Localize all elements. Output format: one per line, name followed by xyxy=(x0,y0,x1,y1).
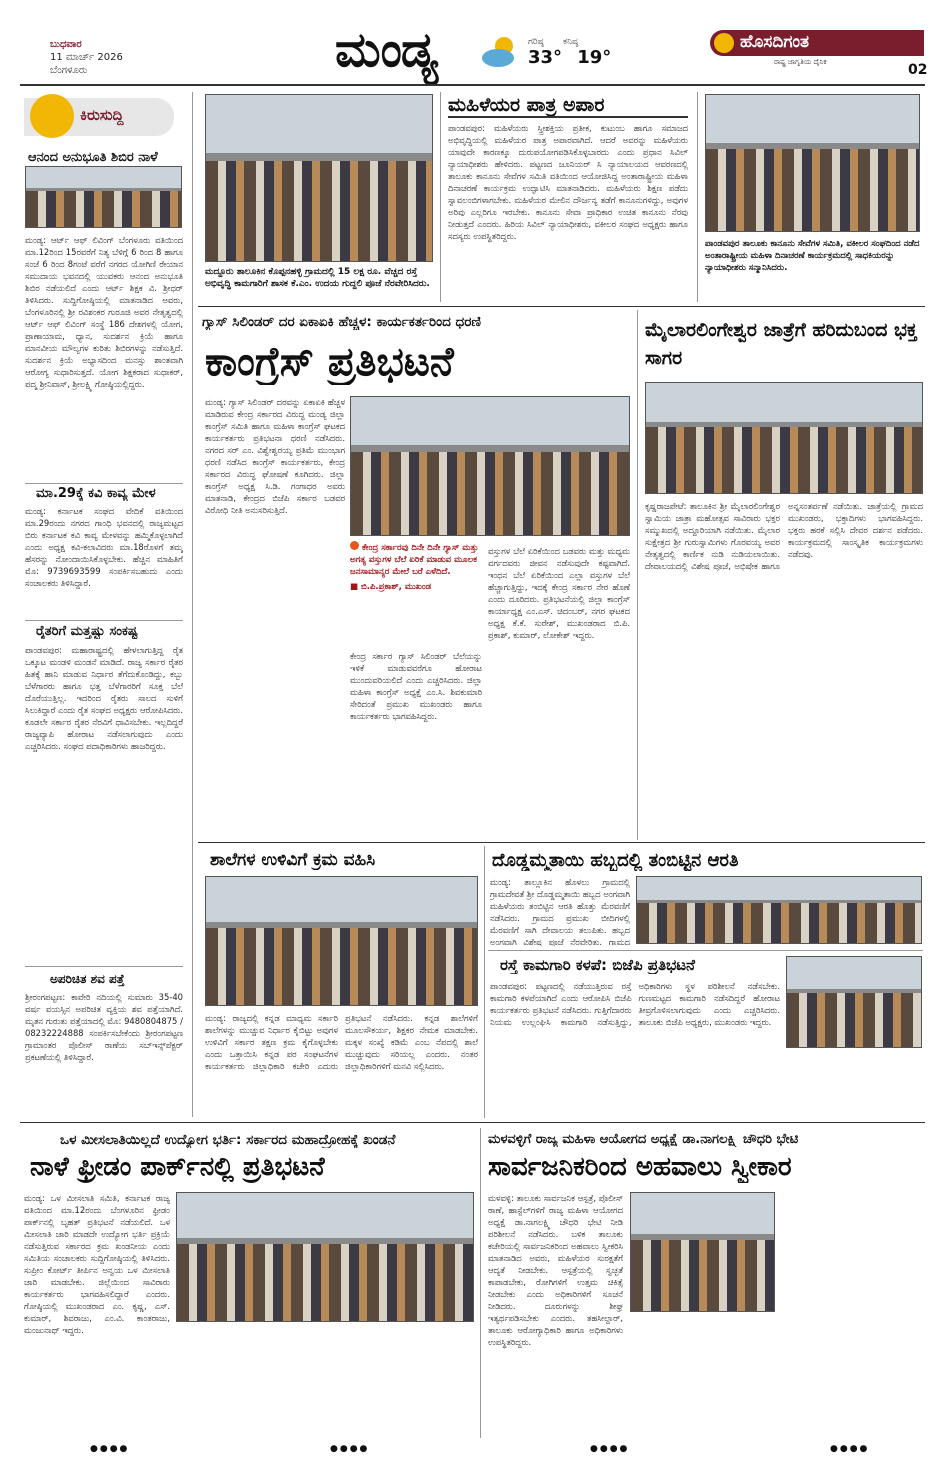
min-temp: 19° xyxy=(577,47,612,68)
newspaper-tagline: ರಾಷ್ಟ್ರ ಜಾಗೃತಿಯ ದೈನಿಕ xyxy=(774,58,827,66)
congress-kicker: ಗ್ಯಾಸ್ ಸಿಲಿಂಡರ್ ದರ ಏಕಾಏಕಿ ಹೆಚ್ಚಳ: ಕಾರ್ಯಕರ್ತರಿಂದ ಧರಣಿ xyxy=(202,314,481,330)
pull-quote: ಕೇಂದ್ರ ಸರ್ಕಾರವು ದಿನೇ ದಿನೇ ಗ್ಯಾಸ್ ಮತ್ತು ಅಗತ್ಯ ವಸ್ತುಗಳ ಬೆಲೆ ಏರಿಕೆ ಮಾಡುವ ಮೂಲಕ ಜನಸಾಮಾನ್ಯರ ಮೇಲೆ ಬರೆ ಎಳೆದಿದೆ. ■ ಬಿ.ಪಿ.ಪ್ರಕಾಶ್, ಮುಖಂಡ xyxy=(350,541,482,641)
max-temp-label: ಗರಿಷ್ಠ xyxy=(528,37,544,47)
road-photo xyxy=(786,956,922,1048)
freedom-photo xyxy=(176,1192,474,1322)
masthead xyxy=(0,0,945,86)
jatre-photo xyxy=(645,382,923,494)
brief-3-body: ಪಾಂಡವಪುರ: ಮಹಾರಾಷ್ಟ್ರದಲ್ಲಿ ಹೇಳಲಾಗುತ್ತಿದ್ದ ರೈತ ಒಕ್ಕೂಟ ಮಂಡಳಿ ಮಂಡನೆ ಮಾಡಿದೆ. ರಾಜ್ಯ ಸರ್ಕಾರ ರೈತರ ಹಿತಕ್ಕೆ ಹಾನಿ ಮಾಡುವ ನಿರ್ಧಾರ ತೆಗೆದುಕೊಂಡಿದ್ದು, ಕಬ್ಬು ಬೆಳೆಗಾರರು ಹಾಗೂ ಭತ್ತ ಬೆಳೆಗಾರರಿಗೆ ಸೂಕ್ತ ಬೆಲೆ ದೊರೆಯುತ್ತಿಲ್ಲ. ಇದರಿಂದ ರೈತರು ಸಾಲದ ಸುಳಿಗೆ ಸಿಲುಕಿದ್ದಾರೆ ಎಂದು ರೈತ ಸಂಘದ ಅಧ್ಯಕ್ಷರು ಆರೋಪಿಸಿದರು. ಕೂಡಲೇ ಸರ್ಕಾರ ರೈತರ ನೆರವಿಗೆ ಧಾವಿಸಬೇಕು. ಇಲ್ಲದಿದ್ದರೆ ರಾಜ್ಯವ್ಯಾಪಿ ಹೋರಾಟ ನಡೆಸಲಾಗುವುದು ಎಂದು ಎಚ್ಚರಿಸಿದರು. ಸಂಘದ ಪದಾಧಿಕಾರಿಗಳು ಹಾಜರಿದ್ದರು. xyxy=(25,645,183,751)
women-role-body: ಪಾಂಡವಪುರ: ಮಹಿಳೆಯರು ಸ್ತ್ರೀಶಕ್ತಿಯ ಪ್ರತೀಕ, ಕುಟುಂಬ ಹಾಗೂ ಸಮಾಜದ ಅಭಿವೃದ್ಧಿಯಲ್ಲಿ ಮಹಿಳೆಯರ ಪಾತ್ರ ಅಪಾರವಾಗಿದೆ. ಆದರೆ ಅವರನ್ನು ಮಹಿಳೆಯರು ಯಾವುದೇ ಕಾರಣಕ್ಕೂ ದುರುಪಯೋಗಪಡಿಸಿಕೊಳ್ಳಬಾರದು ಎಂದು ಪ್ರಧಾನ ಸಿವಿಲ್ ನ್ಯಾಯಾಧೀಶರು ಹೇಳಿದರು. ಪಟ್ಟಣದ ಜೂನಿಯರ್ ಸಿ ನ್ಯಾಯಾಲಯದ ಆವರಣದಲ್ಲಿ ತಾಲೂಕು ಕಾನೂನು ಸೇವೆಗಳ ಸಮಿತಿ ವತಿಯಿಂದ ಆಯೋಜಿಸಿದ್ದ ಅಂತಾರಾಷ್ಟ್ರೀಯ ಮಹಿಳಾ ದಿನಾಚರಣೆ ಕಾರ್ಯಕ್ರಮ ಉದ್ಘಾಟಿಸಿ ಮಾತನಾಡಿದರು. ಮಹಿಳೆಯರು ಶಿಕ್ಷಣ ಪಡೆದು ಸ್ವಾವಲಂಬಿಗಳಾಗಬೇಕು. ಮಹಿಳೆಯರ ಮೇಲಿನ ದೌರ್ಜನ್ಯ ತಡೆಗೆ ಕಾನೂನುಗಳಿದ್ದು, ಅವುಗಳ ಅರಿವು ಎಲ್ಲರಿಗೂ ಇರಬೇಕು. ಕಾನೂನು ಸೇವಾ ಪ್ರಾಧಿಕಾರ ಉಚಿತ ಕಾನೂನು ನೆರವು ನೀಡುತ್ತದೆ ಎಂದರು. ಹಿರಿಯ ಸಿವಿಲ್ ನ್ಯಾಯಾಧೀಶರು, ವಕೀಲರ ಸಂಘದ ಅಧ್ಯಕ್ಷರು ಹಾಗೂ ಸದಸ್ಯರು ಉಪಸ್ಥಿತರಿದ್ದರು. xyxy=(448,123,688,241)
women-commission-photo xyxy=(630,1192,775,1312)
women-commission-kicker: ಮಳವಳ್ಳಿಗೆ ರಾಜ್ಯ ಮಹಿಳಾ ಆಯೋಗದ ಅಧ್ಯಕ್ಷೆ ಡಾ.ನಾಗಲಕ್ಷ್ಮಿ ಚೌಧರಿ ಭೇಟಿ xyxy=(488,1132,799,1147)
road-headline: ರಸ್ತೆ ಕಾಮಗಾರಿ ಕಳಪೆ: ಬಿಜೆಪಿ ಪ್ರತಿಭಟನೆ xyxy=(500,956,695,974)
page-number: 02 xyxy=(908,62,928,78)
max-temp: 33° xyxy=(528,47,563,68)
jatre-headline: ಮೈಲಾರಲಿಂಗೇಶ್ವರ ಜಾತ್ರೆಗೆ ಹರಿದುಬಂದ ಭಕ್ತ ಸಾಗರ xyxy=(645,319,918,369)
brief-4-headline: ಅಪರಿಚಿತ ಶವ ಪತ್ತೆ xyxy=(50,972,125,986)
top-photo-left-caption: ಮದ್ದೂರು ತಾಲೂಕಿನ ಕೊಪ್ಪನಹಳ್ಳಿ ಗ್ರಾಮದಲ್ಲಿ 15 ಲಕ್ಷ ರೂ. ವೆಚ್ಚದ ರಸ್ತೆ ಅಭಿವೃದ್ಧಿ ಕಾಮಗಾರಿಗೆ ಶಾಸಕ ಕೆ.ಎಂ. ಉದಯ ಗುದ್ದಲಿ ಪೂಜೆ ನೆರವೇರಿಸಿದರು. xyxy=(205,267,430,289)
top-photo-right xyxy=(705,94,920,232)
schools-photo xyxy=(205,876,478,1006)
arathi-headline: ದೊಡ್ಡಮ್ಮತಾಯಿ ಹಬ್ಬದಲ್ಲಿ ತಂಬಿಟ್ಟಿನ ಆರತಿ xyxy=(492,850,739,871)
newspaper-name: ಹೊಸದಿಗಂತ xyxy=(740,32,810,52)
city-title: ಮಂಡ್ಯ xyxy=(335,22,438,78)
arathi-photo xyxy=(636,876,922,944)
masthead-rule xyxy=(20,84,925,86)
congress-body-col1: ಮಂಡ್ಯ: ಗ್ಯಾಸ್ ಸಿಲಿಂಡರ್ ದರವನ್ನು ಏಕಾಏಕಿ ಹೆಚ್ಚಳ ಮಾಡಿರುವ ಕೇಂದ್ರ ಸರ್ಕಾರದ ವಿರುದ್ಧ ಮಂಡ್ಯ ಜಿಲ್ಲಾ ಕಾಂಗ್ರೆಸ್ ಸಮಿತಿ ಹಾಗೂ ಮಹಿಳಾ ಕಾಂಗ್ರೆಸ್ ಘಟಕದ ಕಾರ್ಯಕರ್ತರು ಪ್ರತಿಭಟನಾ ಧರಣಿ ನಡೆಸಿದರು. ನಗರದ ಸರ್ ಎಂ. ವಿಶ್ವೇಶ್ವರಯ್ಯ ಪ್ರತಿಮೆ ಮುಂಭಾಗ ಧರಣಿ ನಡೆಸಿದ ಕಾಂಗ್ರೆಸ್ ಕಾರ್ಯಕರ್ತರು, ಕೇಂದ್ರ ಸರ್ಕಾರದ ವಿರುದ್ಧ ಘೋಷಣೆ ಕೂಗಿದರು. ಜಿಲ್ಲಾ ಕಾಂಗ್ರೆಸ್ ಅಧ್ಯಕ್ಷ ಸಿ.ಡಿ. ಗಂಗಾಧರ ಅವರು ಮಾತನಾಡಿ, ಕೇಂದ್ರದ ಬಿಜೆಪಿ ಸರ್ಕಾರ ಬಡವರ ವಿರೋಧಿ ನೀತಿ ಅನುಸರಿಸುತ್ತಿದೆ. xyxy=(205,397,345,515)
women-commission-headline: ಸಾರ್ವಜನಿಕರಿಂದ ಅಹವಾಲು ಸ್ವೀಕಾರ xyxy=(488,1152,792,1182)
registration-marks: ●●●● xyxy=(90,1444,130,1454)
brief-3-headline: ರೈತರಿಗೆ ಮತ್ತಷ್ಟು ಸಂಕಷ್ಟ xyxy=(36,624,138,639)
brief-1-headline: ಆನಂದ ಅನುಭೂತಿ ಶಿಬಿರ ನಾಳೆ xyxy=(28,150,158,165)
brief-4-body: ಶ್ರೀರಂಗಪಟ್ಟಣ: ಕಾವೇರಿ ನದಿಯಲ್ಲಿ ಸುಮಾರು 35-40 ವರ್ಷ ವಯಸ್ಸಿನ ಅಪರಿಚಿತ ವ್ಯಕ್ತಿಯ ಶವ ಪತ್ತೆಯಾಗಿದೆ. ಮೃತನ ಗುರುತು ಪತ್ತೆಯಾದಲ್ಲಿ ಮೊ: 9480804875 / 08232224888 ಸಂಪರ್ಕಿಸಬೇಕೆಂದು ಶ್ರೀರಂಗಪಟ್ಟಣ ಗ್ರಾಮಾಂತರ ಪೊಲೀಸ್ ಠಾಣೆಯ ಸಬ್‌ಇನ್ಸ್‌ಪೆಕ್ಟರ್ ಪ್ರಕಟಣೆಯಲ್ಲಿ ತಿಳಿಸಿದ್ದಾರೆ. xyxy=(25,992,183,1062)
quote-bullet-icon xyxy=(350,541,359,550)
temperature-box xyxy=(528,36,611,68)
brief-1-body: ಮಂಡ್ಯ: ಆರ್ಟ್ ಆಫ್ ಲಿವಿಂಗ್ ಬೆಂಗಳೂರು ವತಿಯಿಂದ ಮಾ.12ರಿಂದ 15ರವರೆಗೆ ನಿತ್ಯ ಬೆಳಿಗ್ಗೆ 6 ರಿಂದ 8 ಹಾಗೂ ಸಂಜೆ 6 ರಿಂದ 8ಗಂಟೆ ವರೆಗೆ ನಗರದ ಯೋಗಿಣಿ ರೇಯಾನ ಸಮುದಾಯ ಭವನದಲ್ಲಿ ಯುವಕರು ಆನಂದ ಅನುಭೂತಿ ಶಿಬಿರ ನಡೆಯಲಿದೆ ಎಂದು ಆರ್ಟ್ ಶಿಕ್ಷಕ ವಿ. ಶ್ರೀಧರ್ ತಿಳಿಸಿದರು. ಸುದ್ದಿಗೋಷ್ಠಿಯಲ್ಲಿ ಮಾತನಾಡಿದ ಅವರು, ಬೆಂಗಳೂರಿನಲ್ಲಿ ಶ್ರೀ ರವಿಶಂಕರ ಗುರೂಜಿ ಅವರ ನೇತೃತ್ವದಲ್ಲಿ ಆರ್ಟ್ ಆಫ್ ಲಿವಿಂಗ್ ಸಂಸ್ಥೆ 186 ದೇಶಗಳಲ್ಲಿ ಯೋಗ, ಪ್ರಾಣಾಯಾಮ, ಧ್ಯಾನ, ಸುದರ್ಶನ ಕ್ರಿಯೆ ಹಾಗೂ ಮಾನವೀಯ ಮೌಲ್ಯಗಳ ಕುರಿತು ಶಿಬಿರಗಳನ್ನು ನಡೆಸುತ್ತಿದೆ. ಸುದರ್ಶನ ಕ್ರಿಯೆ ಅಭ್ಯಾಸದಿಂದ ಮನಸ್ಸು ಶಾಂತವಾಗಿ ಆರೋಗ್ಯ ಸುಧಾರಿಸುತ್ತದೆ. ಯೋಗ ಶಿಕ್ಷಕರಾದ ಸುಧಾಕರ್, ಪದ್ಮ ಶ್ರೀನಿವಾಸ್, ಶ್ರೀಲಕ್ಷ್ಮಿ ಗೋಷ್ಠಿಯಲ್ಲಿದ್ದರು. xyxy=(25,235,183,389)
congress-headline: ಕಾಂಗ್ರೆಸ್ ಪ್ರತಿಭಟನೆ xyxy=(205,338,454,385)
hand-icon xyxy=(30,94,74,138)
jatre-body: ಕೃಷ್ಣರಾಜಪೇಟೆ: ತಾಲೂಕಿನ ಶ್ರೀ ಮೈಲಾರಲಿಂಗೇಶ್ವರ ಸ್ವಾಮಿಯ ಜಾತ್ರಾ ಮಹೋತ್ಸವ ಸಾವಿರಾರು ಭಕ್ತರ ಸಮ್ಮುಖದಲ್ಲಿ ಅದ್ದೂರಿಯಾಗಿ ನಡೆಯಿತು. ಮೈಲಾರ ಸುಕ್ಷೇತ್ರದ ಶ್ರೀ ಗುರುಸ್ವಾಮಿಗಳು ಗೊರವಯ್ಯ ಅವರ ನೇತೃತ್ವದಲ್ಲಿ ಕಾರ್ಣಿಕ ನುಡಿ ನುಡಿಯಲಾಯಿತು. ದೇವಾಲಯದಲ್ಲಿ ವಿಶೇಷ ಪೂಜೆ, ಅಭಿಷೇಕ ಹಾಗೂ ಅನ್ನಸಂತರ್ಪಣೆ ನಡೆಯಿತು. ಜಾತ್ರೆಯಲ್ಲಿ ಗ್ರಾಮದ ಮುಖಂಡರು, ಭಕ್ತಾದಿಗಳು ಭಾಗವಹಿಸಿದ್ದರು. ಭಕ್ತರು ಹರಕೆ ಸಲ್ಲಿಸಿ ದೇವರ ದರ್ಶನ ಪಡೆದರು. ಕಾರ್ಯಕ್ರಮದಲ್ಲಿ ಸಾಂಸ್ಕೃತಿಕ ಕಾರ್ಯಕ್ರಮಗಳು ನಡೆದವು. xyxy=(645,501,923,571)
dateline xyxy=(50,38,123,77)
brief-2-headline: ಮಾ.29ಕ್ಕೆ ಕವಿ ಕಾವ್ಯ ಮೇಳ xyxy=(36,486,156,501)
edition-label: ಬೆಂಗಳೂರು xyxy=(50,65,88,76)
schools-body: ಮಂಡ್ಯ: ರಾಜ್ಯದಲ್ಲಿ ಕನ್ನಡ ಮಾಧ್ಯಮ ಸರ್ಕಾರಿ ಶಾಲೆಗಳನ್ನು ಮುಚ್ಚುವ ನಿರ್ಧಾರ ಕೈಬಿಟ್ಟು ಅವುಗಳ ಉಳಿವಿಗೆ ಸರ್ಕಾರ ತಕ್ಷಣ ಕ್ರಮ ಕೈಗೊಳ್ಳಬೇಕು ಎಂದು ಒತ್ತಾಯಿಸಿ ಕನ್ನಡ ಪರ ಸಂಘಟನೆಗಳ ಕಾರ್ಯಕರ್ತರು ಜಿಲ್ಲಾಧಿಕಾರಿ ಕಚೇರಿ ಎದುರು ಪ್ರತಿಭಟನೆ ನಡೆಸಿದರು. ಕನ್ನಡ ಶಾಲೆಗಳಿಗೆ ಮೂಲಸೌಕರ್ಯ, ಶಿಕ್ಷಕರ ನೇಮಕ ಮಾಡಬೇಕು. ಮಕ್ಕಳ ಸಂಖ್ಯೆ ಕಡಿಮೆ ಎಂಬ ನೆಪದಲ್ಲಿ ಶಾಲೆ ಮುಚ್ಚುವುದು ಸರಿಯಲ್ಲ ಎಂದರು. ನಂತರ ಜಿಲ್ಲಾಧಿಕಾರಿಗಳಿಗೆ ಮನವಿ ಸಲ್ಲಿಸಿದರು. xyxy=(205,1013,478,1071)
brief-title: ಕಿರುಸುದ್ದಿ xyxy=(80,106,124,124)
women-role-headline: ಮಹಿಳೆಯರ ಪಾತ್ರ ಅಪಾರ xyxy=(448,94,688,118)
top-photo-right-caption: ಪಾಂಡವಪುರ ತಾಲೂಕು ಕಾನೂನು ಸೇವೆಗಳ ಸಮಿತಿ, ವಕೀಲರ ಸಂಘದಿಂದ ನಡೆದ ಅಂತಾರಾಷ್ಟ್ರೀಯ ಮಹಿಳಾ ದಿನಾಚರಣೆ ಕಾರ್ಯಕ್ರಮದಲ್ಲಿ ಸಾಧಕಿಯರನ್ನು ನ್ಯಾಯಾಧೀಶರು ಸನ್ಮಾನಿಸಿದರು. xyxy=(705,239,920,273)
weather-icon xyxy=(478,34,522,70)
congress-photo xyxy=(350,396,630,536)
road-body: ಪಾಂಡವಪುರ: ಪಟ್ಟಣದಲ್ಲಿ ನಡೆಯುತ್ತಿರುವ ರಸ್ತೆ ಕಾಮಗಾರಿ ಕಳಪೆಯಾಗಿದೆ ಎಂದು ಆರೋಪಿಸಿ ಬಿಜೆಪಿ ಕಾರ್ಯಕರ್ತರು ಪ್ರತಿಭಟನೆ ನಡೆಸಿದರು. ಗುತ್ತಿಗೆದಾರರು ನಿಯಮ ಉಲ್ಲಂಘಿಸಿ ಕಾಮಗಾರಿ ನಡೆಸುತ್ತಿದ್ದು, ಅಧಿಕಾರಿಗಳು ಸ್ಥಳ ಪರಿಶೀಲನೆ ನಡೆಸಬೇಕು. ಗುಣಮಟ್ಟದ ಕಾಮಗಾರಿ ನಡೆಸದಿದ್ದರೆ ಹೋರಾಟ ತೀವ್ರಗೊಳಿಸಲಾಗುವುದು ಎಂದು ಎಚ್ಚರಿಸಿದರು. ತಾಲೂಕು ಬಿಜೆಪಿ ಅಧ್ಯಕ್ಷರು, ಮುಖಂಡರು ಇದ್ದರು. xyxy=(490,981,780,1027)
brief-1-photo xyxy=(25,166,182,228)
freedom-headline: ನಾಳೆ ಫ್ರೀಡಂ ಪಾರ್ಕ್‌ನಲ್ಲಿ ಪ್ರತಿಭಟನೆ xyxy=(30,1152,325,1182)
congress-body-col2: ಕೇಂದ್ರ ಸರ್ಕಾರ ಗ್ಯಾಸ್ ಸಿಲಿಂಡರ್ ಬೆಲೆಯನ್ನು ಇಳಿಕೆ ಮಾಡುವವರೆಗೂ ಹೋರಾಟ ಮುಂದುವರಿಯಲಿದೆ ಎಂದು ಎಚ್ಚರಿಸಿದರು. ಜಿಲ್ಲಾ ಮಹಿಳಾ ಕಾಂಗ್ರೆಸ್ ಅಧ್ಯಕ್ಷೆ ಎಂ.ಸಿ. ಶಿವಕುಮಾರಿ ಸೇರಿದಂತೆ ಪ್ರಮುಖ ಮುಖಂಡರು ಹಾಗೂ ಕಾರ್ಯಕರ್ತರು ಭಾಗವಹಿಸಿದ್ದರು. xyxy=(350,651,482,721)
freedom-kicker: ಒಳ ಮೀಸಲಾತಿಯಿಲ್ಲದೆ ಉದ್ಯೋಗ ಭರ್ತಿ: ಸರ್ಕಾರದ ಮಹಾದ್ರೋಹಕ್ಕೆ ಖಂಡನೆ xyxy=(60,1132,396,1148)
freedom-body: ಮಂಡ್ಯ: ಒಳ ಮೀಸಲಾತಿ ಸಮಿತಿ, ಕರ್ನಾಟಕ ರಾಜ್ಯ ವತಿಯಿಂದ ಮಾ.12ರಂದು ಬೆಂಗಳೂರಿನ ಫ್ರೀಡಂ ಪಾರ್ಕ್‌ನಲ್ಲಿ ಬೃಹತ್ ಪ್ರತಿಭಟನೆ ನಡೆಯಲಿದೆ. ಒಳ ಮೀಸಲಾತಿ ಜಾರಿ ಮಾಡದೇ ಉದ್ಯೋಗ ಭರ್ತಿ ಪ್ರಕ್ರಿಯೆ ನಡೆಸುತ್ತಿರುವ ಸರ್ಕಾರದ ಕ್ರಮ ಖಂಡನೀಯ ಎಂದು ಸಮಿತಿಯ ಸಂಚಾಲಕರು ಸುದ್ದಿಗೋಷ್ಠಿಯಲ್ಲಿ ತಿಳಿಸಿದರು. ಸುಪ್ರೀಂ ಕೋರ್ಟ್ ತೀರ್ಪಿನ ಅನ್ವಯ ಒಳ ಮೀಸಲಾತಿ ಜಾರಿ ಮಾಡಬೇಕು. ಜಿಲ್ಲೆಯಿಂದ ಸಾವಿರಾರು ಕಾರ್ಯಕರ್ತರು ಭಾಗವಹಿಸಲಿದ್ದಾರೆ ಎಂದರು. ಗೋಷ್ಠಿಯಲ್ಲಿ ಮುಖಂಡರಾದ ಎಂ. ಕೃಷ್ಣ, ಎಸ್. ಕುಮಾರ್, ಶಿವರಾಜು, ಎಂ.ವಿ. ಕಾಂತರಾಜು, ಮಂಜುನಾಥ್ ಇದ್ದರು. xyxy=(24,1193,170,1335)
pull-quote-text: ಕೇಂದ್ರ ಸರ್ಕಾರವು ದಿನೇ ದಿನೇ ಗ್ಯಾಸ್ ಮತ್ತು ಅಗತ್ಯ ವಸ್ತುಗಳ ಬೆಲೆ ಏರಿಕೆ ಮಾಡುವ ಮೂಲಕ ಜನಸಾಮಾನ್ಯರ ಮೇಲೆ ಬರೆ ಎಳೆದಿದೆ. xyxy=(350,543,479,577)
day-label: ಬುಧವಾರ xyxy=(50,39,82,50)
women-commission-body: ಮಳವಳ್ಳಿ: ತಾಲೂಕು ಸಾರ್ವಜನಿಕ ಆಸ್ಪತ್ರೆ, ಪೊಲೀಸ್ ಠಾಣೆ, ಹಾಸ್ಟೆಲ್‌ಗಳಿಗೆ ರಾಜ್ಯ ಮಹಿಳಾ ಆಯೋಗದ ಅಧ್ಯಕ್ಷೆ ಡಾ.ನಾಗಲಕ್ಷ್ಮಿ ಚೌಧರಿ ಭೇಟಿ ನೀಡಿ ಪರಿಶೀಲನೆ ನಡೆಸಿದರು. ಬಳಿಕ ತಾಲೂಕು ಕಚೇರಿಯಲ್ಲಿ ಸಾರ್ವಜನಿಕರಿಂದ ಅಹವಾಲು ಸ್ವೀಕರಿಸಿ ಮಾತನಾಡಿದ ಅವರು, ಮಹಿಳೆಯರ ಸುರಕ್ಷತೆಗೆ ಆದ್ಯತೆ ನೀಡಬೇಕು. ಆಸ್ಪತ್ರೆಯಲ್ಲಿ ಸ್ವಚ್ಛತೆ ಕಾಪಾಡಬೇಕು, ರೋಗಿಗಳಿಗೆ ಉತ್ತಮ ಚಿಕಿತ್ಸೆ ನೀಡಬೇಕು ಎಂದು ಅಧಿಕಾರಿಗಳಿಗೆ ಸೂಚನೆ ನೀಡಿದರು. ದೂರುಗಳನ್ನು ಶೀಘ್ರ ಇತ್ಯರ್ಥಪಡಿಸಬೇಕು ಎಂದರು. ತಹಸೀಲ್ದಾರ್, ತಾಲೂಕು ಆರೋಗ್ಯಾಧಿಕಾರಿ ಹಾಗೂ ಅಧಿಕಾರಿಗಳು ಉಪಸ್ಥಿತರಿದ್ದರು. xyxy=(488,1193,623,1347)
registration-marks: ●●●● xyxy=(590,1444,630,1454)
min-temp-label: ಕನಿಷ್ಠ xyxy=(562,37,579,47)
pull-quote-author: ಬಿ.ಪಿ.ಪ್ರಕಾಶ್, ಮುಖಂಡ xyxy=(361,582,432,592)
registration-marks: ●●●● xyxy=(830,1444,870,1454)
brief-label xyxy=(24,94,184,140)
top-photo-left xyxy=(205,94,433,262)
arathi-body: ಮಂಡ್ಯ: ತಾಲ್ಲೂಕಿನ ಹೊಳಲು ಗ್ರಾಮದಲ್ಲಿ ಗ್ರಾಮದೇವತೆ ಶ್ರೀ ದೊಡ್ಡಮ್ಮತಾಯಿ ಹಬ್ಬದ ಅಂಗವಾಗಿ ಮಹಿಳೆಯರು ತಂಬಿಟ್ಟಿನ ಆರತಿ ಹೊತ್ತು ಮೆರವಣಿಗೆ ನಡೆಸಿದರು. ಗ್ರಾಮದ ಪ್ರಮುಖ ಬೀದಿಗಳಲ್ಲಿ ಮೆರವಣಿಗೆ ಸಾಗಿ ದೇವಾಲಯ ತಲುಪಿತು. ಹಬ್ಬದ ಅಂಗವಾಗಿ ವಿಶೇಷ ಪೂಜೆ ನೆರವೇರಿತು. ಗ್ರಾಮದ xyxy=(490,877,630,946)
congress-body-col3: ವಸ್ತುಗಳ ಬೆಲೆ ಏರಿಕೆಯಿಂದ ಬಡವರು ಮತ್ತು ಮಧ್ಯಮ ವರ್ಗದವರು ಜೀವನ ನಡೆಸುವುದೇ ಕಷ್ಟವಾಗಿದೆ. ಇಂಧನ ಬೆಲೆ ಏರಿಕೆಯಿಂದ ಎಲ್ಲಾ ವಸ್ತುಗಳ ಬೆಲೆ ಹೆಚ್ಚಾಗುತ್ತಿದ್ದು, ಇದಕ್ಕೆ ಕೇಂದ್ರ ಸರ್ಕಾರ ನೇರ ಹೊಣೆ ಎಂದು ದೂರಿದರು. ಪ್ರತಿಭಟನೆಯಲ್ಲಿ ಜಿಲ್ಲಾ ಕಾಂಗ್ರೆಸ್ ಕಾರ್ಯಾಧ್ಯಕ್ಷ ಎಂ.ಎಸ್. ಚಿದಂಬರ್, ನಗರ ಘಟಕದ ಅಧ್ಯಕ್ಷ ಕೆ.ಕೆ. ಸುರೇಶ್, ಮುಖಂಡರಾದ ಬಿ.ಪಿ. ಪ್ರಕಾಶ್, ಕುಮಾರ್, ಲೋಕೇಶ್ ಇದ್ದರು. xyxy=(488,546,630,640)
emblem-icon xyxy=(714,33,734,53)
brief-2-body: ಮಂಡ್ಯ: ಕರ್ನಾಟಕ ಸಂಘದ ವೇದಿಕೆ ವತಿಯಿಂದ ಮಾ.29ರಂದು ನಗರದ ಗಾಂಧಿ ಭವನದಲ್ಲಿ ರಾಜ್ಯಮಟ್ಟದ ಬಿರು ಕರ್ನಾಟಕ ಕವಿ ಕಾವ್ಯ ಮೇಳವನ್ನು ಹಮ್ಮಿಕೊಳ್ಳಲಾಗಿದೆ ಎಂದು ಅಧ್ಯಕ್ಷ ಕವಿ-ಕಲಾವಿದರು ಮಾ.18ರೊಳಗೆ ತಮ್ಮ ಹೆಸರನ್ನು ನೋಂದಾಯಿಸಿಕೊಳ್ಳಬೇಕು. ಹೆಚ್ಚಿನ ಮಾಹಿತಿಗೆ ಮೊ: 9739693599 ಸಂಪರ್ಕಿಸಬಹುದು ಎಂದು ಸಂಚಾಲಕರು ತಿಳಿಸಿದ್ದಾರೆ. xyxy=(25,506,183,588)
registration-marks: ●●●● xyxy=(330,1444,370,1454)
schools-headline: ಶಾಲೆಗಳ ಉಳಿವಿಗೆ ಕ್ರಮ ವಹಿಸಿ xyxy=(210,850,376,870)
newspaper-logo xyxy=(710,30,924,76)
date-label: 11 ಮಾರ್ಚ್ 2026 xyxy=(50,52,123,63)
